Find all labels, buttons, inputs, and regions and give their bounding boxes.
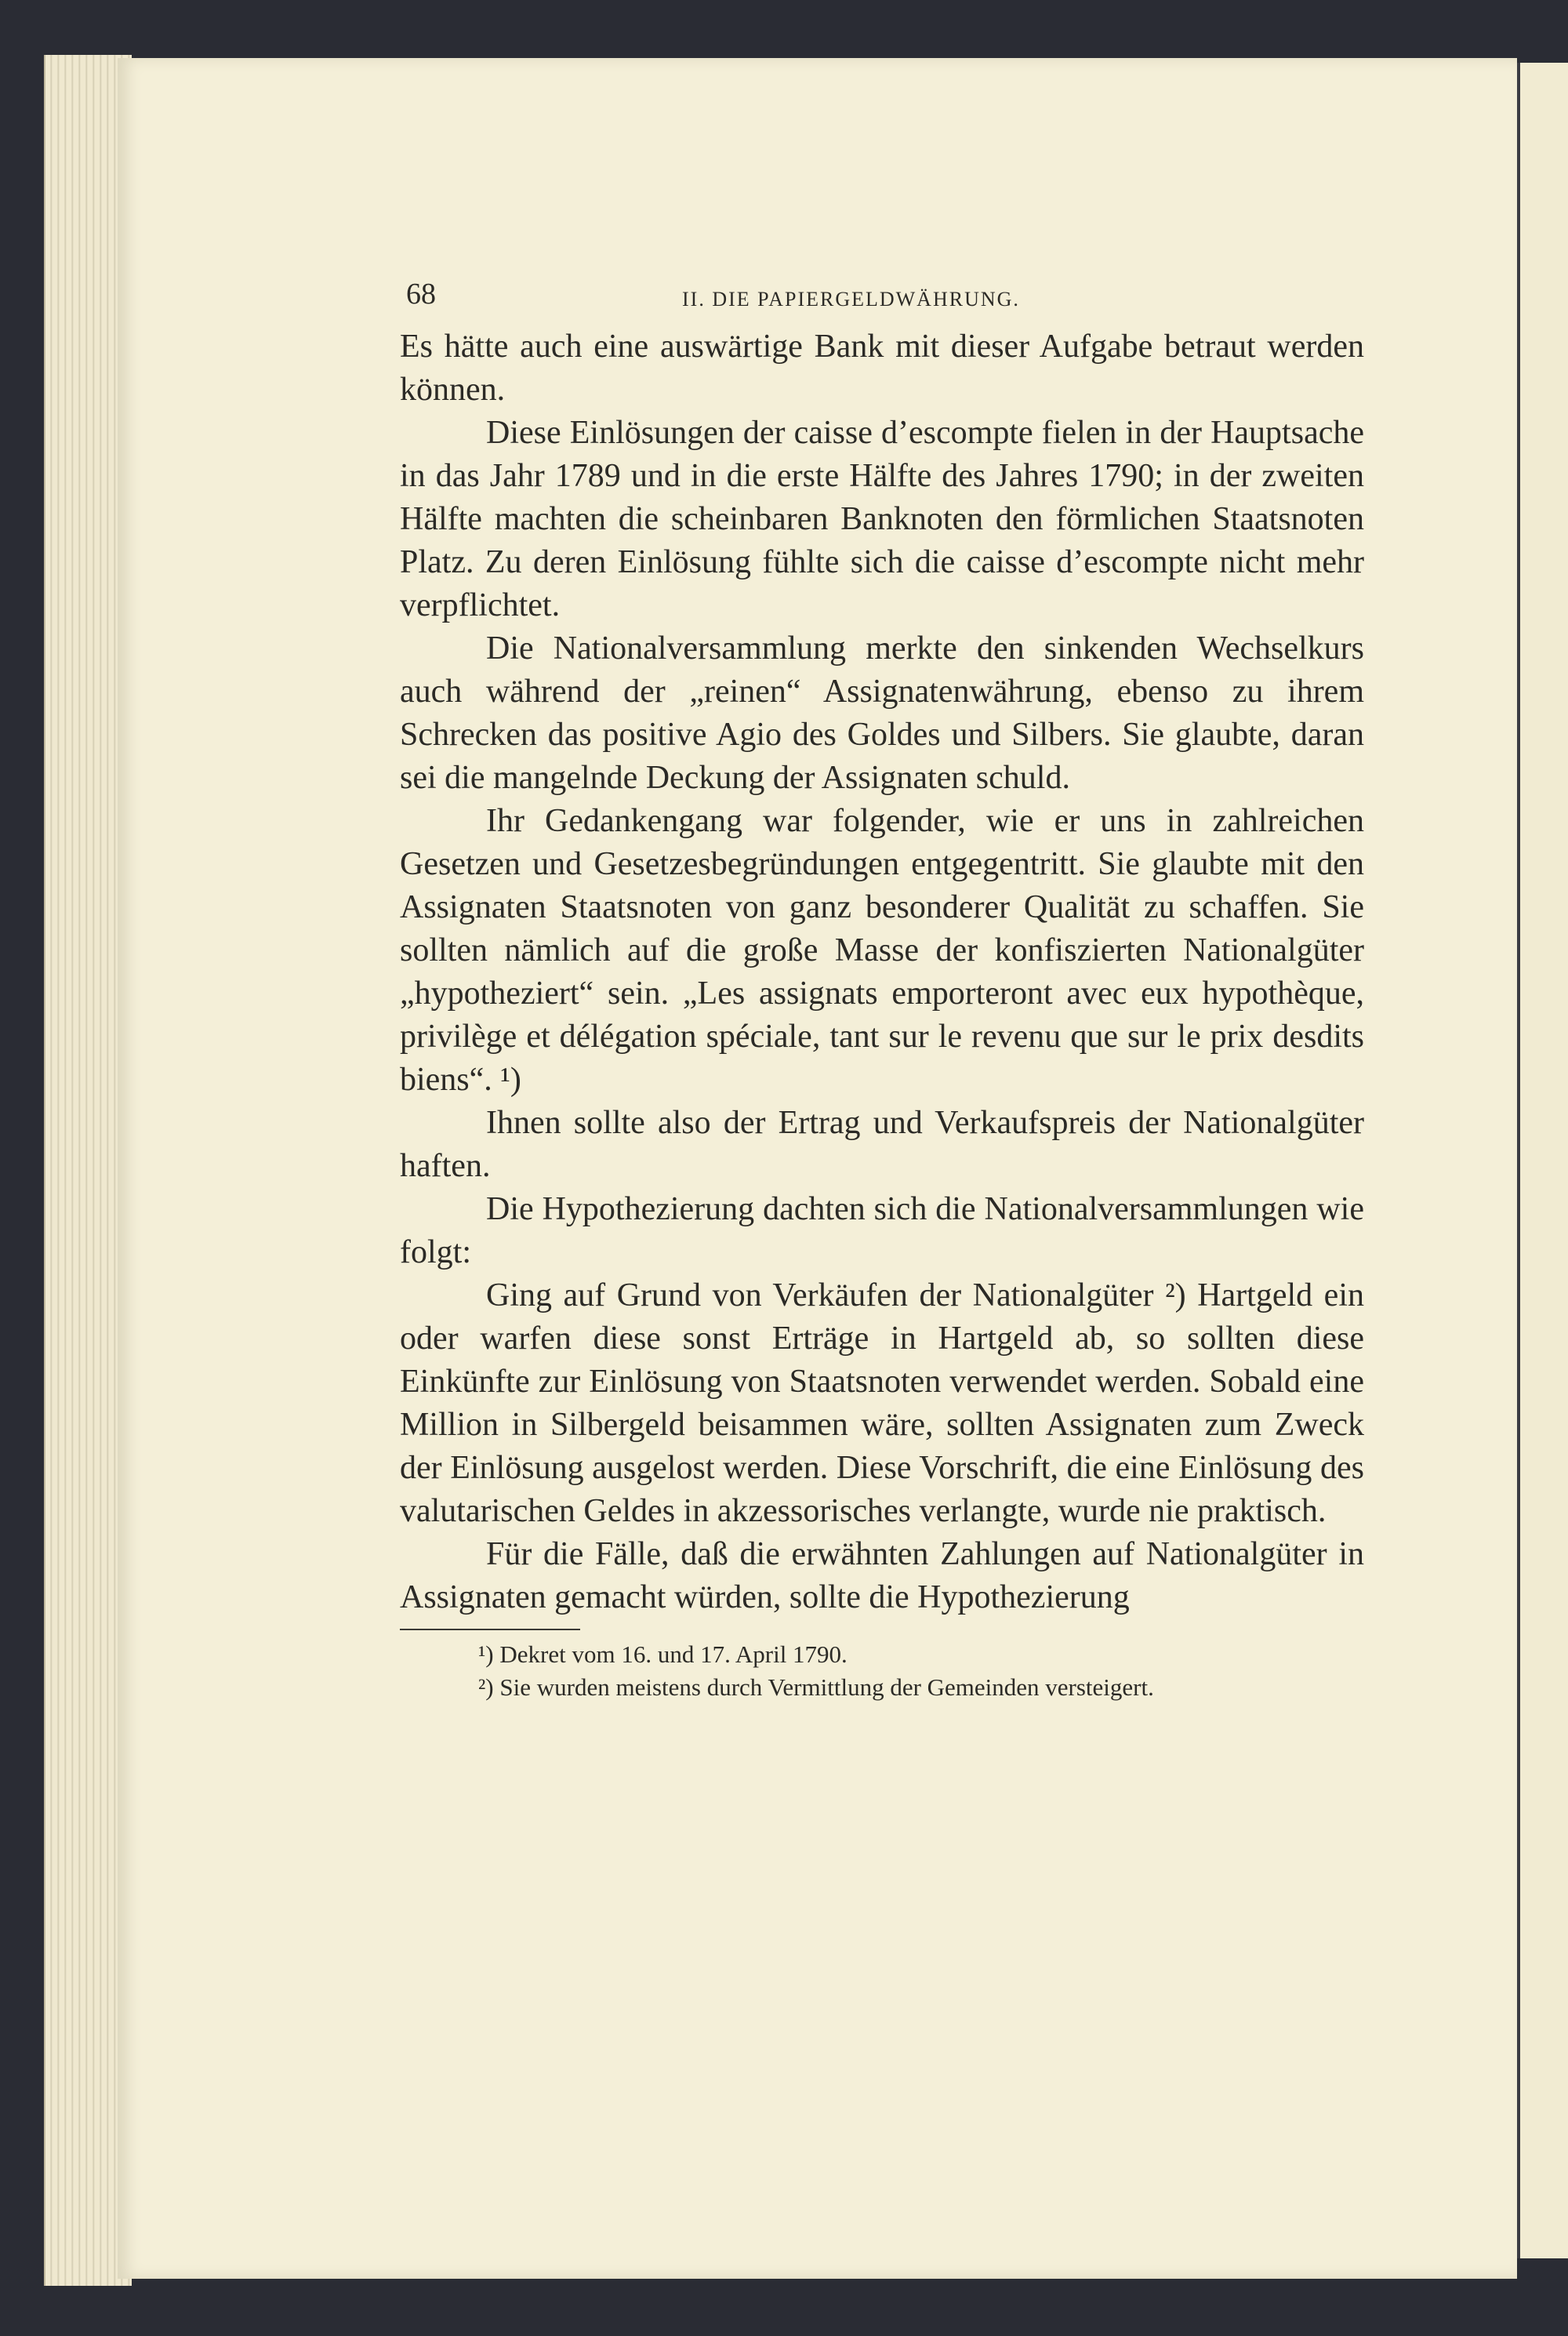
footnote-text: Dekret vom 16. und 17. April 1790. xyxy=(499,1640,848,1668)
page-number: 68 xyxy=(406,278,436,311)
paragraph: Diese Einlösungen der caisse d’escompte fielen in der Hauptsache in das Jahr 1789 und in die erste Hälfte des Jahres 1790; in der zweiten Hälfte machten die scheinbaren Banknoten den förmlichen Staatsnoten Platz. Zu deren Einlösung fühlte sich die caisse d’escompte nicht mehr verpflichtet. xyxy=(400,415,1364,623)
page-content xyxy=(400,271,1364,1704)
paragraph: Für die Fälle, daß die erwähnten Zahlungen auf Nationalgüter in Assignaten gemacht würden, sollte die Hypothezierung xyxy=(400,1536,1364,1615)
paragraph: Die Nationalversammlung merkte den sinkenden Wechselkurs auch während der „reinen“ Assignatenwährung, ebenso zu ihrem Schrecken das positive Agio des Goldes und Silbers. Sie glaubte, daran sei die mangelnde Deckung der Assignaten schuld. xyxy=(400,630,1364,796)
running-head xyxy=(400,271,1364,325)
paragraph: Es hätte auch eine auswärtige Bank mit dieser Aufgabe betraut werden können. xyxy=(400,329,1364,408)
paragraph: Ging auf Grund von Verkäufen der Nationalgüter ²) Hartgeld ein oder warfen diese sonst Erträge in Hartgeld ab, so sollten diese Einkünfte zur Einlösung von Staatsnoten verwendet werden. Sobald eine Million in Silbergeld beisammen wäre, sollten Assignaten zum Zweck der Einlösung ausgelost werden. Diese Vorschrift, die eine Einlösung des valutarischen Geldes in akzessorisches verlangte, wurde nie praktisch. xyxy=(400,1277,1364,1529)
footnote-divider xyxy=(400,1629,580,1630)
footnote-mark: ²) xyxy=(478,1673,494,1701)
footnote xyxy=(400,1638,1364,1671)
footnote-text: Sie wurden meistens durch Vermittlung der Gemeinden versteigert. xyxy=(499,1673,1154,1701)
footnote xyxy=(400,1671,1364,1704)
footnote-mark: ¹) xyxy=(478,1640,494,1668)
paragraph: Die Hypothezierung dachten sich die Nationalversammlungen wie folgt: xyxy=(400,1191,1364,1270)
paragraph: Ihr Gedankengang war folgender, wie er uns in zahlreichen Gesetzen und Gesetzesbegründungen entgegentritt. Sie glaubte mit den Assignaten Staatsnoten von ganz besonderer Qualität zu schaffen. Sie sollten nämlich auf die große Masse der konfiszierten Nationalgüter „hypotheziert“ sein. „Les assignats emporteront avec eux hypothèque, privilège et délégation spéciale, tant sur le revenu que sur le prix desdits biens“. ¹) xyxy=(400,803,1364,1098)
adjacent-page-edge xyxy=(1517,63,1568,2258)
chapter-title: II. DIE PAPIERGELDWÄHRUNG. xyxy=(682,288,1020,311)
paragraph: Ihnen sollte also der Ertrag und Verkaufspreis der Nationalgüter haften. xyxy=(400,1105,1364,1184)
